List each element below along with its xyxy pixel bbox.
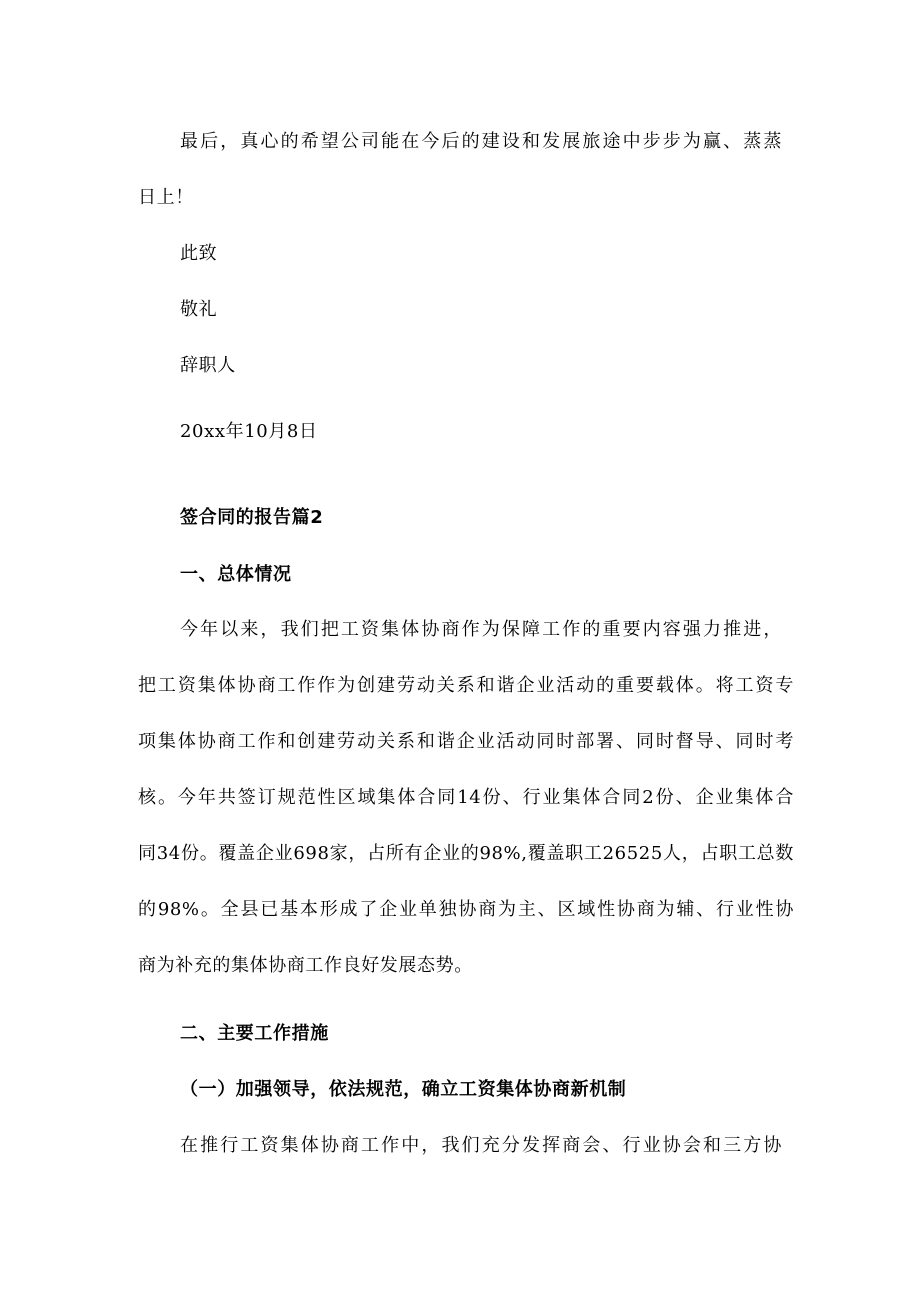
paragraph-line: 在推行工资集体协商工作中，我们充分发挥商会、行业协会和三方协 [180,1135,782,1156]
paragraph-line: 同34份。覆盖企业698家，占所有企业的98%,覆盖职工26525人，占职工总数 [138,843,794,864]
paragraph-line: 商为补充的集体协商工作良好发展态势。 [138,955,473,976]
heading-overview: 一、总体情况 [180,564,292,585]
salutation-cizhi: 此致 [180,243,218,264]
date: 20xx年10月8日 [180,421,318,442]
paragraph-line: 的98%。全县已基本形成了企业单独协商为主、区域性协商为辅、行业性协 [138,899,794,920]
paragraph-line: 今年以来，我们把工资集体协商作为保障工作的重要内容强力推进， [180,619,782,640]
paragraph-line: 把工资集体协商工作作为创建劳动关系和谐企业活动的重要载体。将工资专 [138,675,794,696]
heading-measures: 二、主要工作措施 [180,1023,329,1044]
closing-line-2: 日上！ [138,187,194,208]
section-title: 签合同的报告篇2 [180,507,324,528]
closing-line-1: 最后，真心的希望公司能在今后的建设和发展旅途中步步为赢、蒸蒸 [180,131,782,152]
paragraph-line: 项集体协商工作和创建劳动关系和谐企业活动同时部署、同时督导、同时考 [138,731,794,752]
subheading-leadership: （一）加强领导，依法规范，确立工资集体协商新机制 [180,1079,627,1100]
signer: 辞职人 [180,355,236,376]
salutation-jingli: 敬礼 [180,299,218,320]
paragraph-line: 核。今年共签订规范性区域集体合同14份、行业集体合同2份、企业集体合 [138,787,794,808]
